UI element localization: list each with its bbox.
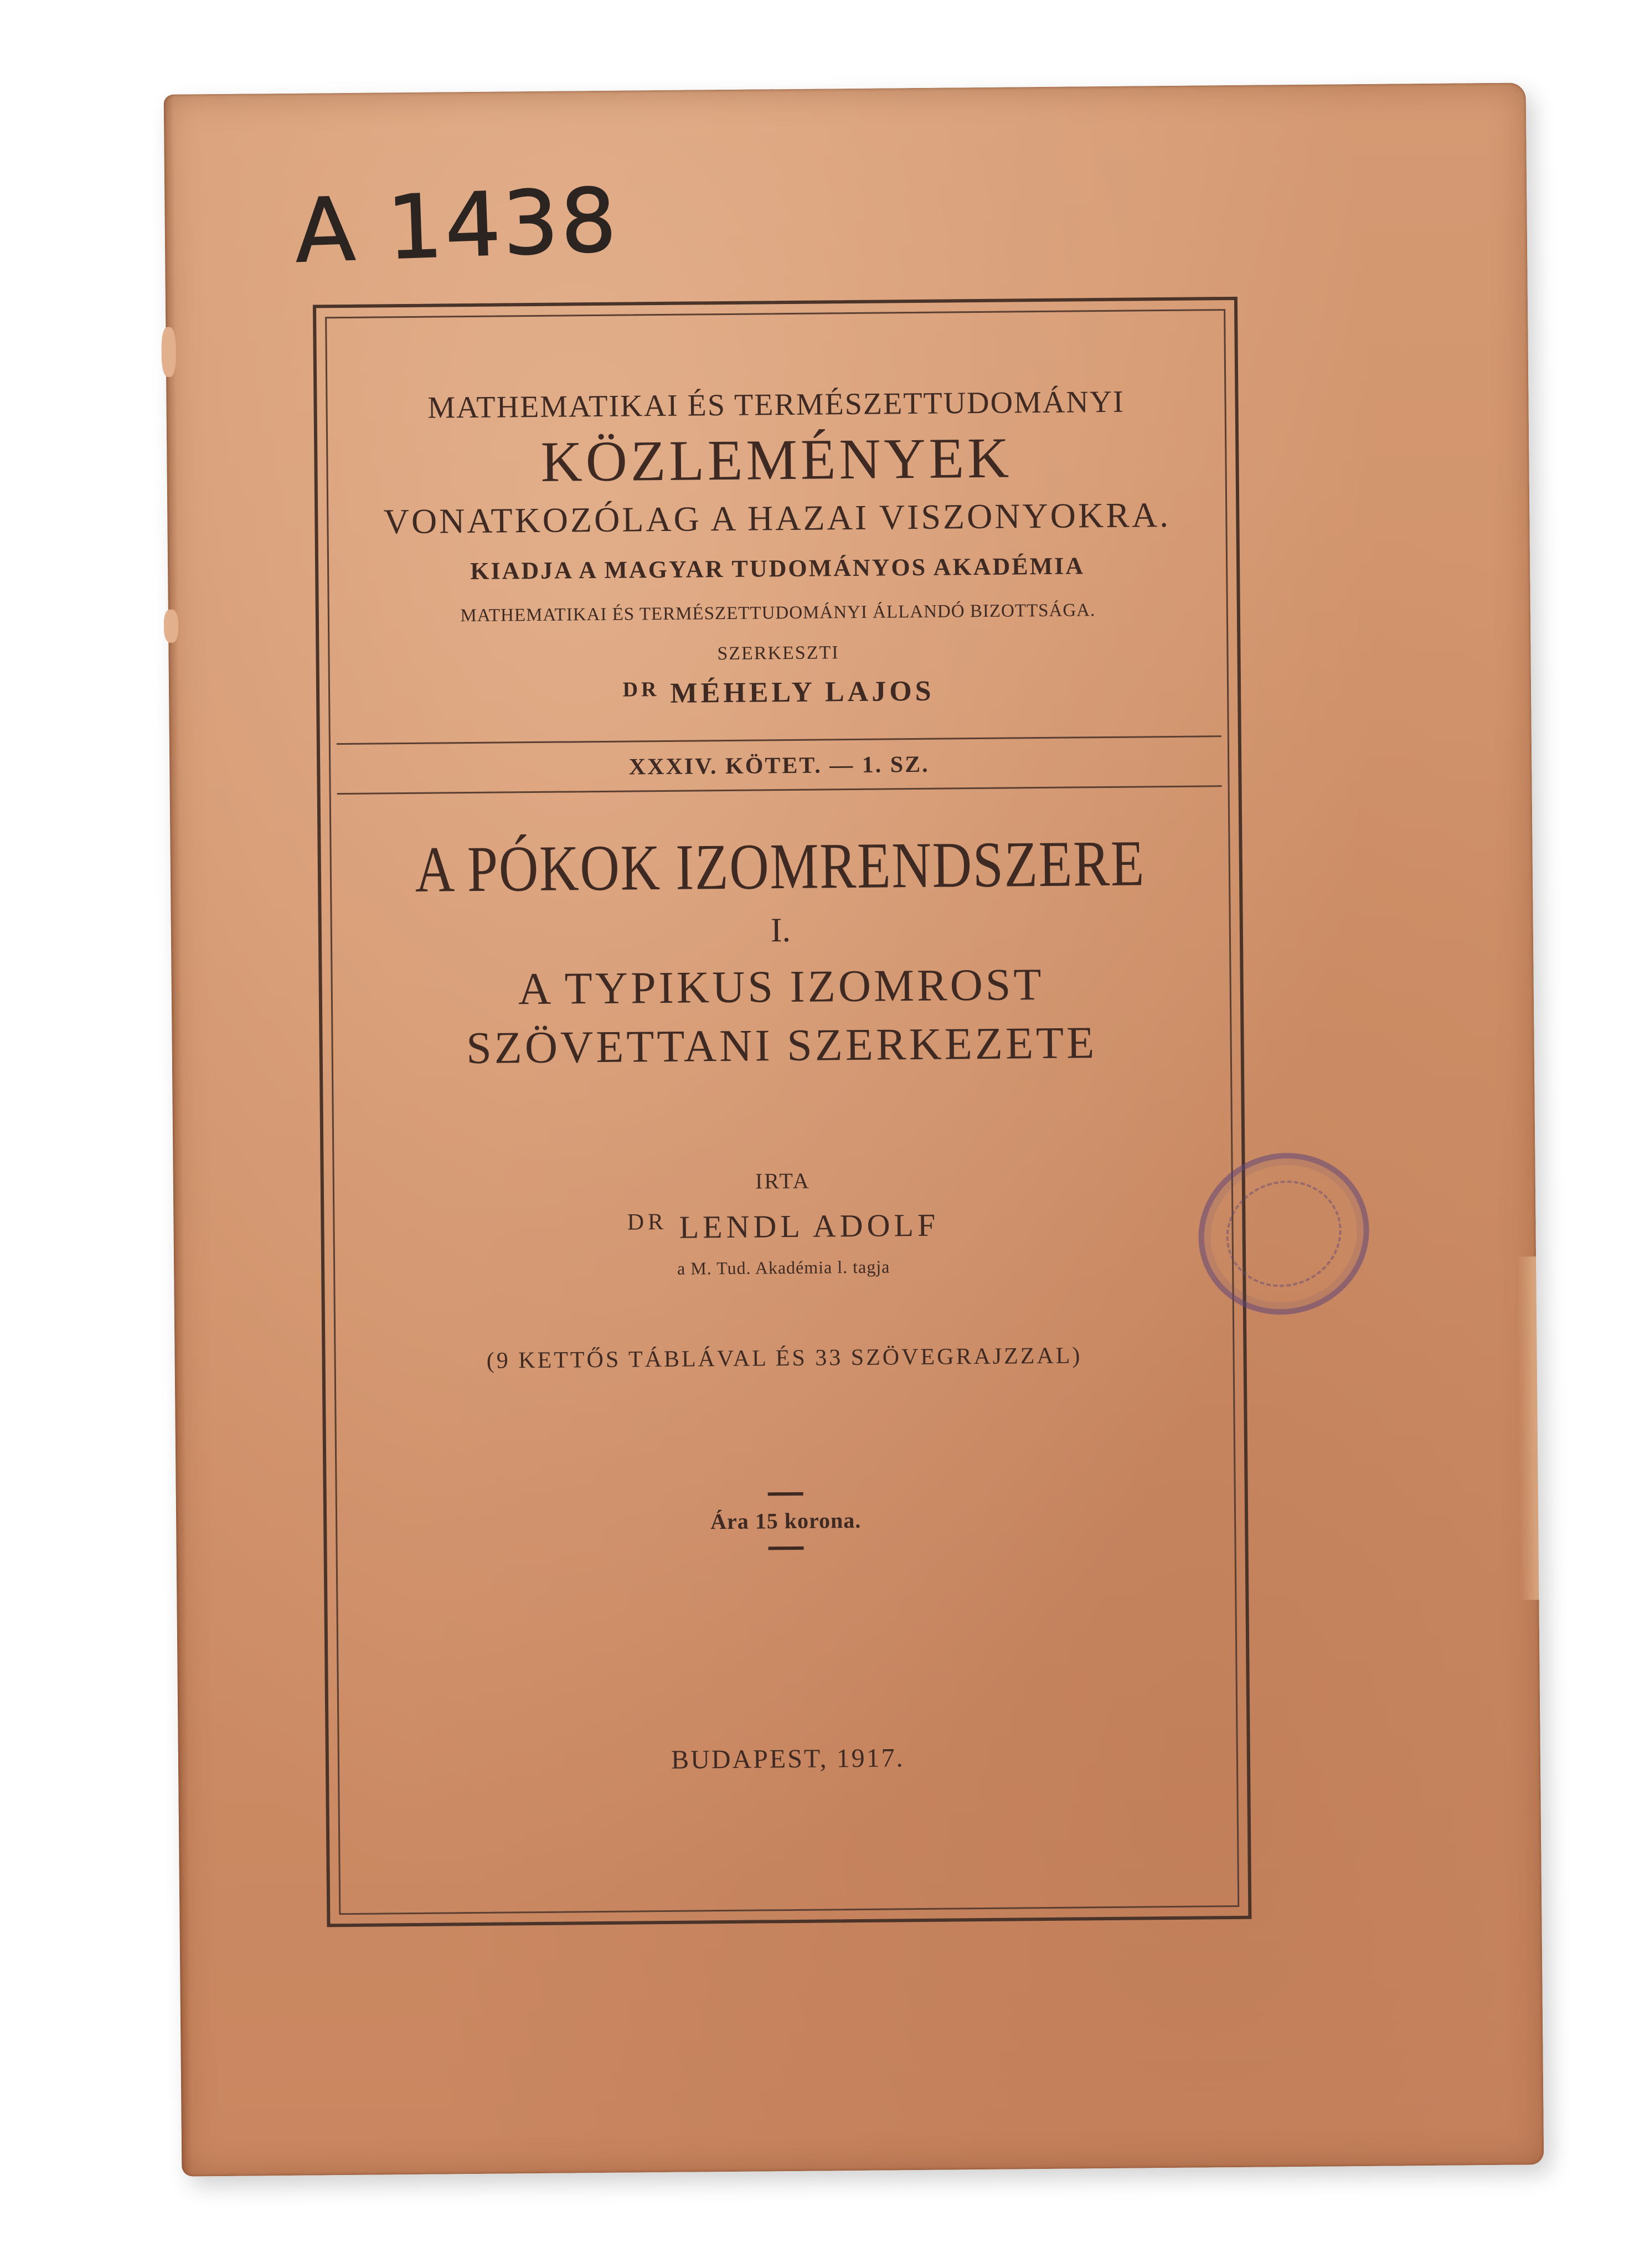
cover-spine-edge bbox=[164, 95, 192, 2177]
editor-label: SZERKESZTI bbox=[717, 642, 839, 664]
author-affiliation: a M. Tud. Akadémia l. tagja bbox=[677, 1256, 890, 1279]
book-title: A PÓKOK IZOMRENDSZERE bbox=[415, 827, 1146, 906]
editor-title-prefix: DR bbox=[622, 678, 660, 702]
price-dash-bottom bbox=[769, 1547, 804, 1550]
volume-number: XXXIV. KÖTET. — 1. SZ. bbox=[628, 751, 930, 780]
cover-tear bbox=[161, 327, 176, 377]
series-title: KÖZLEMÉNYEK bbox=[540, 426, 1013, 494]
cover-edge-wear bbox=[1517, 1256, 1539, 1600]
series-line-1: MATHEMATIKAI ÉS TERMÉSZETTUDOMÁNYI bbox=[427, 384, 1125, 425]
library-stamp-inner-ring bbox=[1212, 1166, 1355, 1302]
author-name: LENDL ADOLF bbox=[679, 1207, 940, 1245]
book-cover bbox=[164, 83, 1544, 2176]
price: Ára 15 korona. bbox=[710, 1507, 862, 1534]
book-subtitle-1: A TYPIKUS IZOMROST bbox=[518, 958, 1044, 1014]
imprint-place-year: BUDAPEST, 1917. bbox=[671, 1743, 905, 1775]
cover-tear bbox=[164, 610, 179, 643]
author-title-prefix: DR bbox=[627, 1209, 668, 1235]
author-label: IRTA bbox=[755, 1168, 811, 1194]
publisher-line: KIADJA A MAGYAR TUDOMÁNYOS AKADÉMIA bbox=[470, 552, 1085, 585]
title-frame bbox=[313, 297, 1252, 1927]
illustrations-note: (9 KETTŐS TÁBLÁVAL ÉS 33 SZÖVEGRAJZZAL) bbox=[486, 1343, 1082, 1374]
editor-name: MÉHELY LAJOS bbox=[670, 675, 935, 709]
handwritten-catalog-number: A 1438 bbox=[293, 169, 621, 283]
title-frame-inner-border bbox=[325, 309, 1239, 1915]
committee-line: MATHEMATIKAI ÉS TERMÉSZETTUDOMÁNYI ÁLLANDÓ BIZOTTSÁGA. bbox=[460, 600, 1096, 626]
book-part-number: I. bbox=[770, 911, 791, 950]
book-subtitle-2: SZÖVETTANI SZERKEZETE bbox=[466, 1017, 1097, 1074]
price-dash-top bbox=[768, 1492, 803, 1496]
series-line-3: VONATKOZÓLAG A HAZAI VISZONYOKRA. bbox=[383, 494, 1171, 542]
